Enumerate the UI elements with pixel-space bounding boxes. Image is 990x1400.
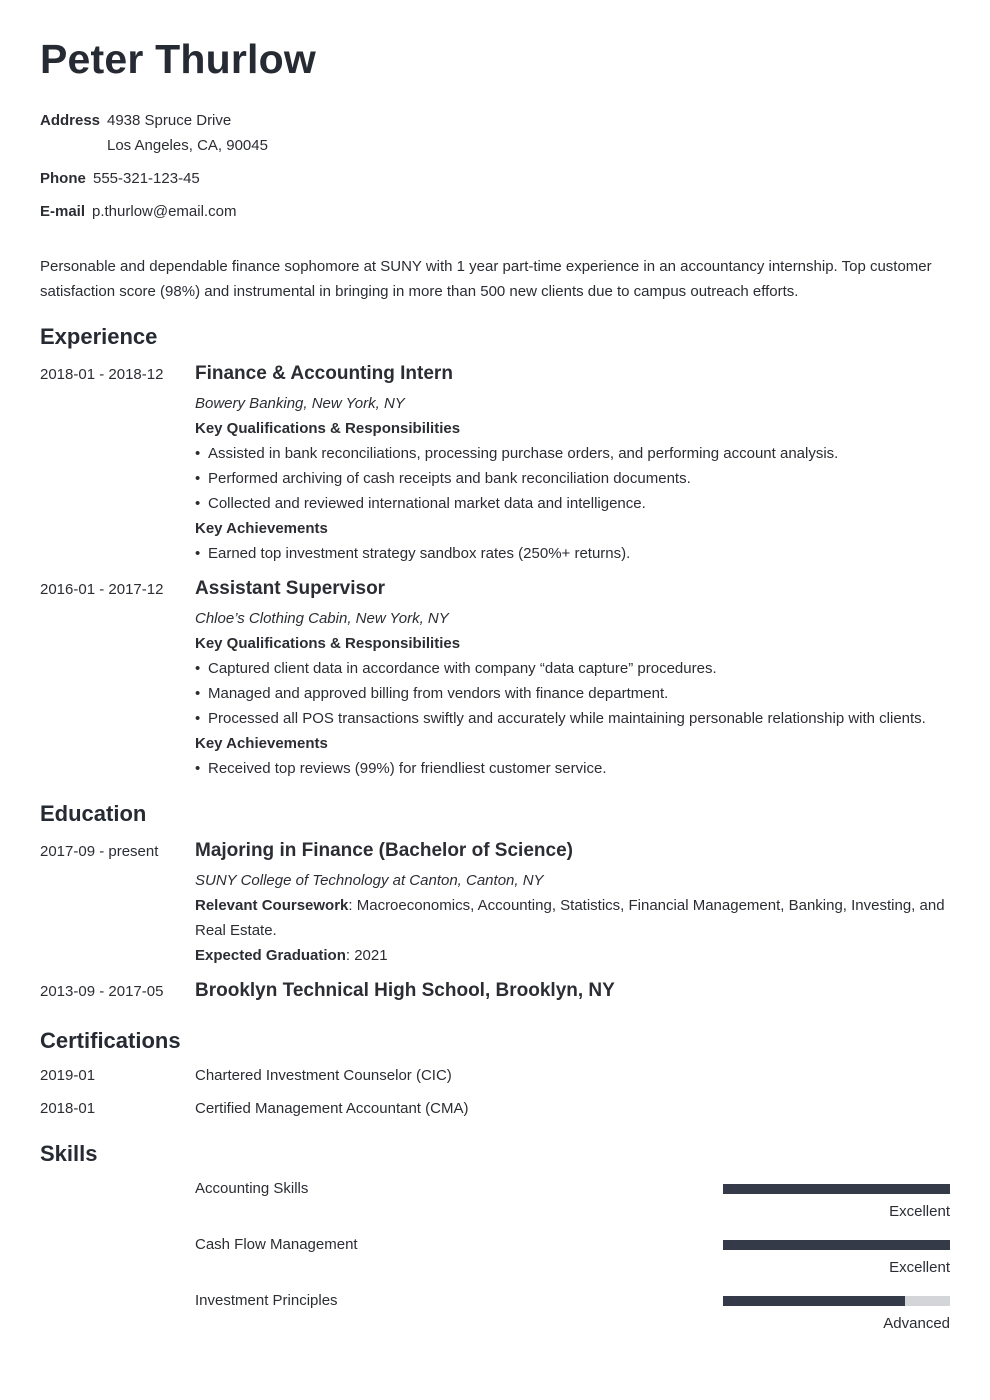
- address-line2: Los Angeles, CA, 90045: [107, 137, 268, 154]
- education-dates: 2013-09 - 2017-05: [40, 983, 164, 1000]
- skill-level-fill: [723, 1184, 950, 1194]
- degree-title: Majoring in Finance (Bachelor of Science): [195, 840, 573, 861]
- section-heading-education: Education: [40, 801, 147, 826]
- skill-level-bar: [723, 1184, 950, 1194]
- bullet-icon: •: [195, 545, 201, 562]
- skill-name: Accounting Skills: [195, 1180, 309, 1197]
- skill-level-label: Advanced: [883, 1315, 950, 1332]
- address-label: Address: [40, 112, 101, 129]
- certification-date: 2018-01: [40, 1100, 96, 1117]
- email-value[interactable]: p.thurlow@email.com: [92, 203, 237, 220]
- experience-dates: 2018-01 - 2018-12: [40, 366, 164, 383]
- bullet-icon: •: [195, 660, 201, 677]
- expected-graduation: Expected Graduation: 2021: [195, 947, 388, 964]
- skill-level-fill: [723, 1296, 905, 1306]
- section-heading-certifications: Certifications: [40, 1028, 181, 1053]
- section-heading-skills: Skills: [40, 1141, 98, 1166]
- education-dates: 2017-09 - present: [40, 843, 159, 860]
- list-item: • Earned top investment strategy sandbox rates (250%+ returns).: [195, 541, 630, 566]
- section-heading-experience: Experience: [40, 324, 158, 349]
- list-item: • Performed archiving of cash receipts and bank reconciliation documents.: [195, 466, 691, 491]
- list-item: • Assisted in bank reconciliations, processing purchase orders, and performing account analysis.: [195, 441, 838, 466]
- school-name: SUNY College of Technology at Canton, Canton, NY: [195, 872, 544, 889]
- bullet-icon: •: [195, 470, 201, 487]
- phone-value: 555-321-123-45: [93, 170, 200, 187]
- achievements-label: Key Achievements: [195, 735, 328, 752]
- certification-date: 2019-01: [40, 1067, 96, 1084]
- job-title: Assistant Supervisor: [195, 578, 386, 599]
- skill-level-bar: [723, 1240, 950, 1250]
- experience-dates: 2016-01 - 2017-12: [40, 581, 164, 598]
- list-item: • Processed all POS transactions swiftly and accurately while maintaining personable relationship with clients.: [195, 706, 926, 731]
- skill-level-fill: [723, 1240, 950, 1250]
- phone-label: Phone: [40, 170, 86, 187]
- skill-name: Cash Flow Management: [195, 1236, 358, 1253]
- bullet-icon: •: [195, 710, 201, 727]
- bullet-icon: •: [195, 495, 201, 512]
- company-name: Chloe’s Clothing Cabin, New York, NY: [195, 610, 449, 627]
- bullet-icon: •: [195, 685, 201, 702]
- skill-level-label: Excellent: [889, 1203, 950, 1220]
- bullet-icon: •: [195, 760, 201, 777]
- list-item: • Managed and approved billing from vendors with finance department.: [195, 681, 668, 706]
- responsibilities-label: Key Qualifications & Responsibilities: [195, 635, 461, 652]
- list-item: • Received top reviews (99%) for friendliest customer service.: [195, 756, 606, 781]
- address-line1: 4938 Spruce Drive: [107, 112, 232, 129]
- skill-name: Investment Principles: [195, 1292, 338, 1309]
- email-label: E-mail: [40, 203, 86, 220]
- profile-summary: Personable and dependable finance sophomore at SUNY with 1 year part-time experience in an accountancy internship. Top customer satisfaction score (98%) and instrumental in bringing in more than 500 new clients due to campus outreach efforts.: [40, 258, 932, 300]
- list-item: • Captured client data in accordance with company “data capture” procedures.: [195, 656, 717, 681]
- certification-name: Chartered Investment Counselor (CIC): [195, 1067, 452, 1084]
- achievements-label: Key Achievements: [195, 520, 328, 537]
- list-item: • Collected and reviewed international market data and intelligence.: [195, 491, 646, 516]
- coursework: Relevant Coursework: Macroeconomics, Accounting, Statistics, Financial Management, Banking, Investing, and Real Estate.: [195, 897, 945, 939]
- school-title: Brooklyn Technical High School, Brooklyn, NY: [195, 980, 615, 1001]
- candidate-name: Peter Thurlow: [40, 36, 316, 82]
- company-name: Bowery Banking, New York, NY: [195, 395, 405, 412]
- certification-name: Certified Management Accountant (CMA): [195, 1100, 469, 1117]
- bullet-icon: •: [195, 445, 201, 462]
- job-title: Finance & Accounting Intern: [195, 363, 453, 384]
- responsibilities-label: Key Qualifications & Responsibilities: [195, 420, 461, 437]
- skill-level-label: Excellent: [889, 1259, 950, 1276]
- skill-level-bar: [723, 1296, 950, 1306]
